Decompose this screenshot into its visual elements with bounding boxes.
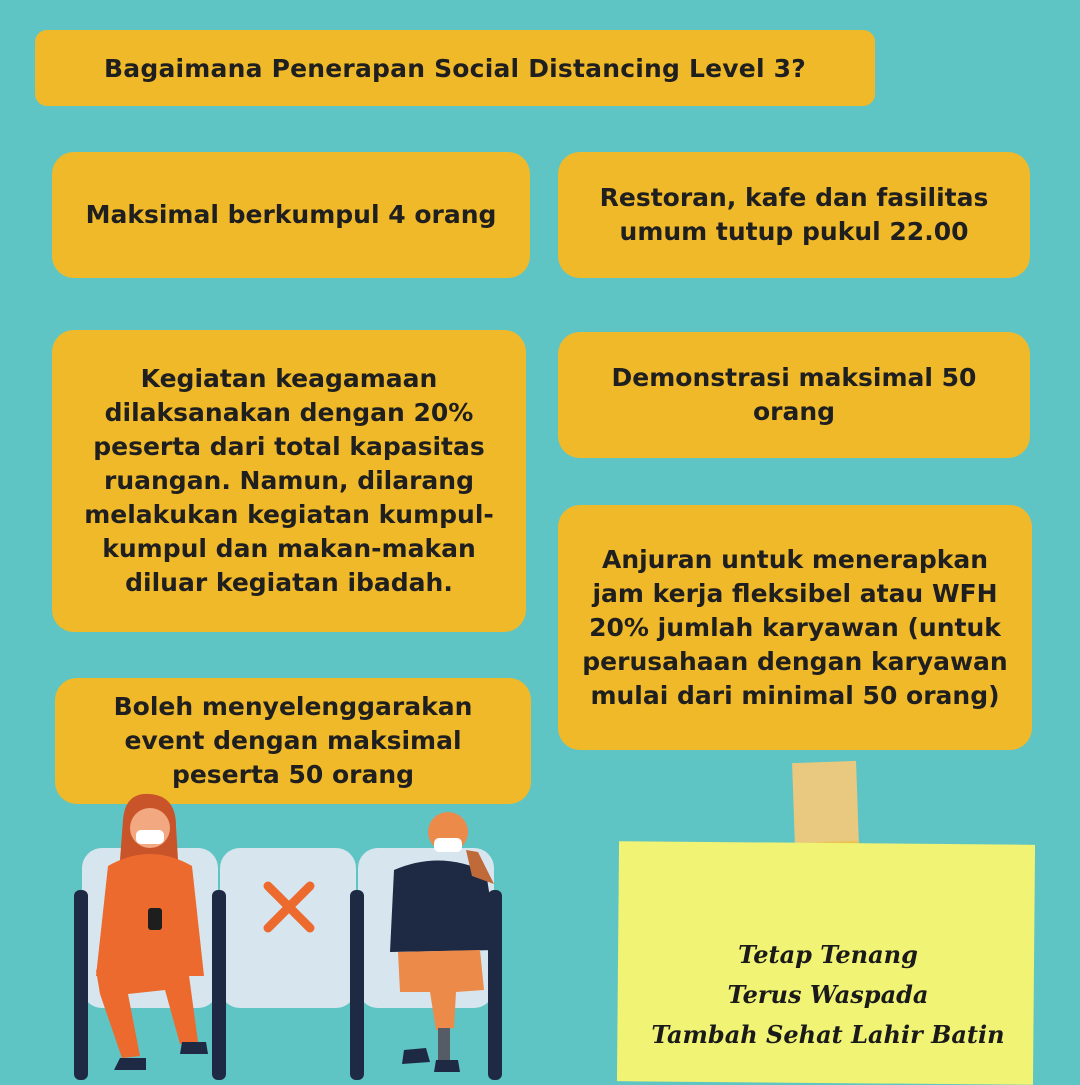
rule-card-restaurant: Restoran, kafe dan fasilitas umum tutup pukul 22.00 xyxy=(558,152,1030,278)
woman-figure xyxy=(96,794,208,1070)
rule-card-wfh: Anjuran untuk menerapkan jam kerja fleksibel atau WFH 20% jumlah karyawan (untuk perusahaan dengan karyawan mulai dari minimal 50 orang) xyxy=(558,505,1032,750)
note-text xyxy=(618,935,1038,1055)
note-line-1: Tetap Tenang xyxy=(738,940,918,969)
page-title: Bagaimana Penerapan Social Distancing Level 3? xyxy=(35,30,875,106)
rule-card-demonstration: Demonstrasi maksimal 50 orang xyxy=(558,332,1030,458)
rule-card-event: Boleh menyelenggarakan event dengan maksimal peserta 50 orang xyxy=(55,678,531,804)
note-line-3: Tambah Sehat Lahir Batin xyxy=(651,1020,1005,1049)
distancing-illustration xyxy=(0,780,560,1080)
rule-card-religious: Kegiatan keagamaan dilaksanakan dengan 20% peserta dari total kapasitas ruangan. Namun, dilarang melakukan kegiatan kumpul-kumpul dan makan-makan diluar kegiatan ibadah. xyxy=(52,330,526,632)
rule-card-gathering: Maksimal berkumpul 4 orang xyxy=(52,152,530,278)
note-line-2: Terus Waspada xyxy=(727,980,929,1009)
